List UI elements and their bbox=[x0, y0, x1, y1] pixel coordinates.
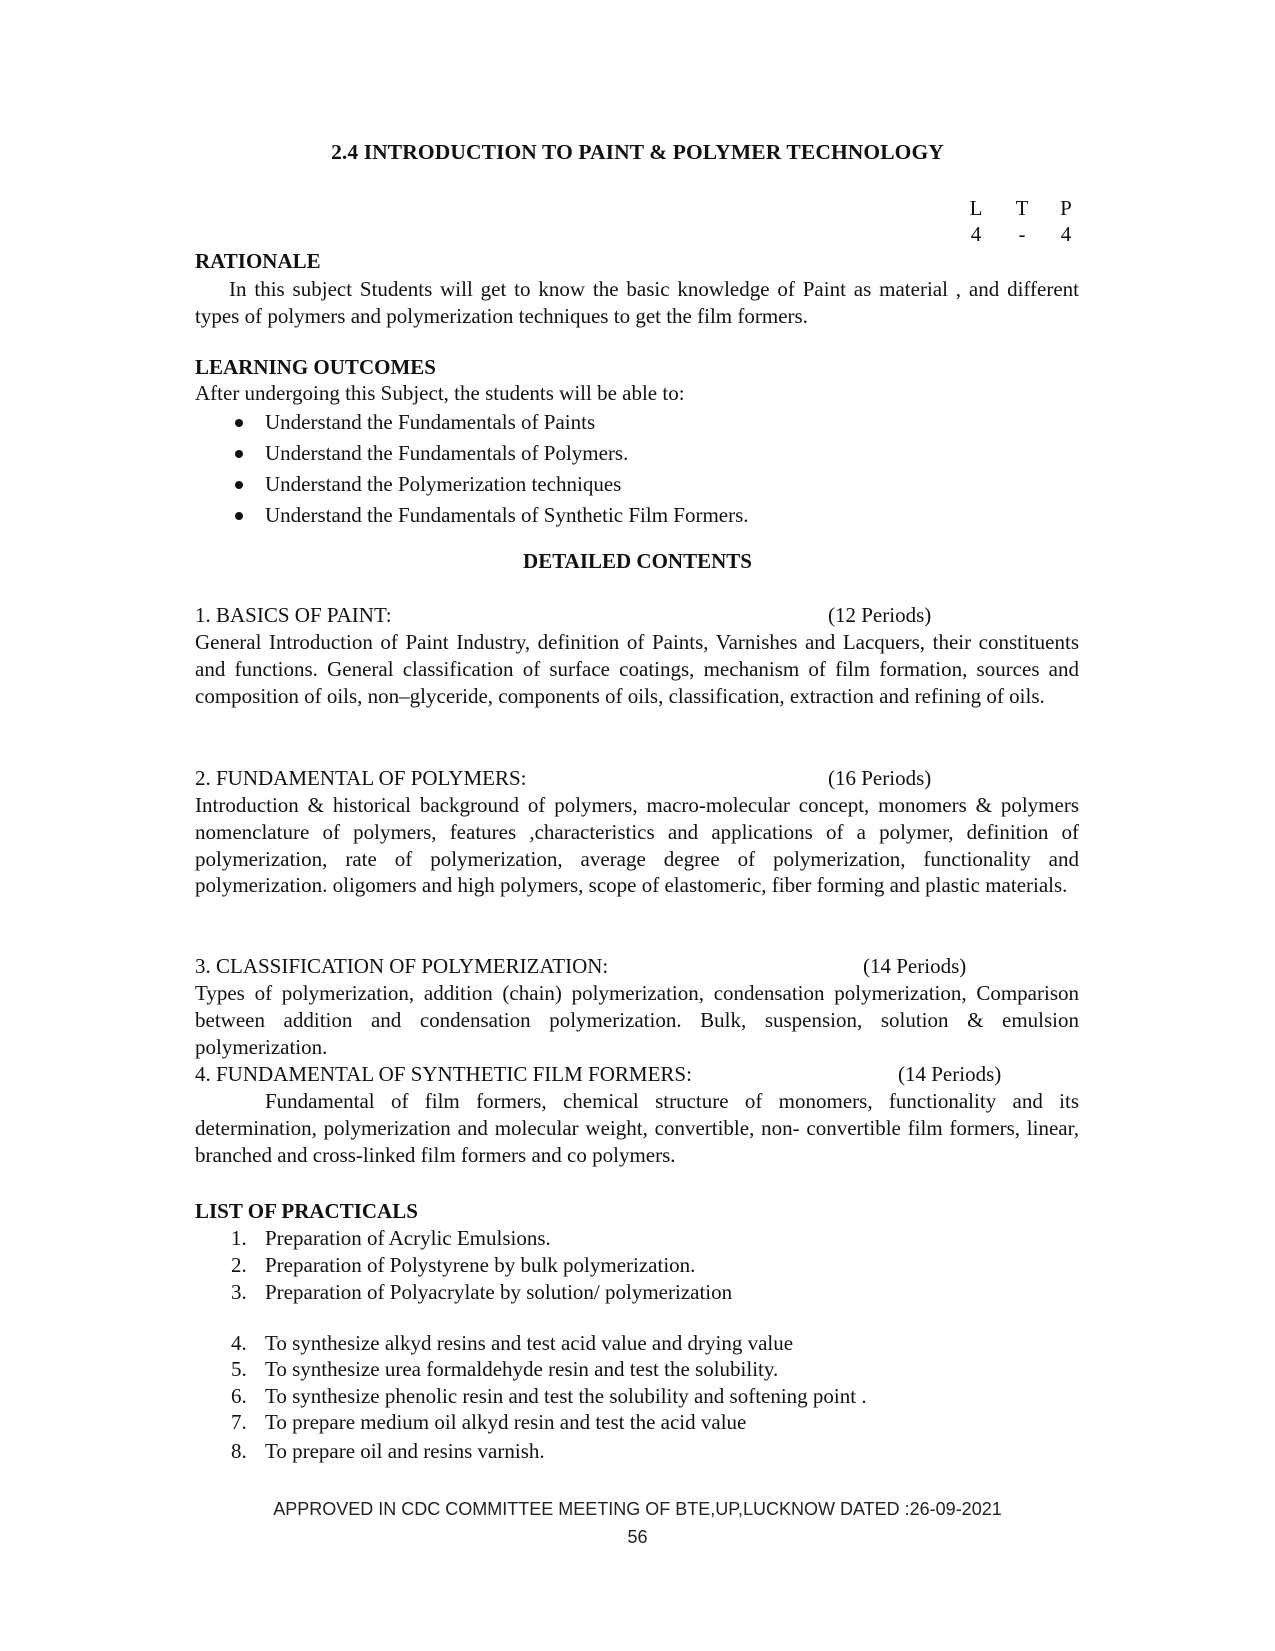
approval-footer: APPROVED IN CDC COMMITTEE MEETING OF BTE,UP,LUCKNOW DATED :26-09-2021 bbox=[273, 1499, 1002, 1519]
practicals-heading: LIST OF PRACTICALS bbox=[195, 1199, 418, 1223]
unit-2-periods: (16 Periods) bbox=[828, 766, 932, 790]
outcome-text: Understand the Fundamentals of Synthetic Film Formers. bbox=[265, 503, 749, 527]
detailed-contents-heading: DETAILED CONTENTS bbox=[523, 549, 752, 573]
ltp-header-l: L bbox=[969, 196, 983, 220]
unit-4-title: 4. FUNDAMENTAL OF SYNTHETIC FILM FORMERS: bbox=[195, 1062, 692, 1086]
unit-3-periods: (14 Periods) bbox=[863, 954, 967, 978]
practical-text: Preparation of Polystyrene by bulk polymerization. bbox=[265, 1253, 696, 1277]
practical-number: 4. bbox=[231, 1331, 247, 1355]
unit-1-text: General Introduction of Paint Industry, definition of Paints, Varnishes and Lacquers, their constituents and functions. General classification of surface coatings, mechanism of film formation, sources and composition of oils, non–glyceride, components of oils, classification, extraction and refining of oils. bbox=[195, 630, 1079, 708]
outcome-text: Understand the Polymerization techniques bbox=[265, 472, 622, 496]
unit-3-title: 3. CLASSIFICATION OF POLYMERIZATION: bbox=[195, 954, 609, 978]
outcome-text: Understand the Fundamentals of Paints bbox=[265, 410, 596, 434]
unit-2-title: 2. FUNDAMENTAL OF POLYMERS: bbox=[195, 766, 527, 790]
practical-number: 8. bbox=[231, 1439, 247, 1463]
unit-4-periods: (14 Periods) bbox=[898, 1062, 1002, 1086]
bullet-icon bbox=[235, 481, 243, 489]
unit-2-text: Introduction & historical background of polymers, macro-molecular concept, monomers & polymers nomenclature of polymers, features ,characteristics and applications of a polymer, definition of polymerization, rate of polymerization, average degree of polymerization, functionality and polymerization. oligomers and high polymers, scope of elastomeric, fiber forming and plastic materials. bbox=[195, 793, 1079, 898]
practical-number: 5. bbox=[231, 1357, 247, 1381]
practical-text: Preparation of Acrylic Emulsions. bbox=[265, 1226, 551, 1250]
practical-text: To prepare oil and resins varnish. bbox=[265, 1439, 545, 1463]
bullet-icon bbox=[235, 450, 243, 458]
learning-outcomes-heading: LEARNING OUTCOMES bbox=[195, 355, 436, 379]
practical-number: 1. bbox=[231, 1226, 247, 1250]
rationale-heading: RATIONALE bbox=[195, 249, 321, 273]
ltp-value-l: 4 bbox=[970, 222, 982, 246]
ltp-header-t: T bbox=[1015, 196, 1029, 220]
page-number: 56 bbox=[627, 1527, 648, 1547]
practical-number: 2. bbox=[231, 1253, 247, 1277]
unit-4-text: Fundamental of film formers, chemical structure of monomers, functionality and its determination, polymerization and molecular weight, convertible, non- convertible film formers, linear, branched and cross-linked film formers and co polymers. bbox=[195, 1089, 1079, 1167]
rationale-text: In this subject Students will get to know the basic knowledge of Paint as material , and different types of polymers and polymerization techniques to get the film formers. bbox=[195, 277, 1079, 328]
page-title: 2.4 INTRODUCTION TO PAINT & POLYMER TECHNOLOGY bbox=[331, 140, 944, 164]
practical-text: To synthesize urea formaldehyde resin and test the solubility. bbox=[265, 1357, 779, 1381]
bullet-icon bbox=[235, 419, 243, 427]
practical-text: Preparation of Polyacrylate by solution/ polymerization bbox=[265, 1280, 733, 1304]
unit-1-title: 1. BASICS OF PAINT: bbox=[195, 603, 392, 627]
unit-3-text: Types of polymerization, addition (chain) polymerization, condensation polymerization, Comparison between addition and condensation polymerization. Bulk, suspension, solution & emulsion polymerization. bbox=[195, 981, 1079, 1059]
outcome-text: Understand the Fundamentals of Polymers. bbox=[265, 441, 629, 465]
learning-outcomes-intro: After undergoing this Subject, the students will be able to: bbox=[195, 381, 685, 405]
practical-text: To synthesize phenolic resin and test the solubility and softening point . bbox=[265, 1384, 867, 1408]
practical-number: 6. bbox=[231, 1384, 247, 1408]
practical-number: 7. bbox=[231, 1410, 247, 1434]
practical-text: To synthesize alkyd resins and test acid value and drying value bbox=[265, 1331, 794, 1355]
ltp-header-p: P bbox=[1060, 196, 1072, 220]
practical-number: 3. bbox=[231, 1280, 247, 1304]
practical-text: To prepare medium oil alkyd resin and test the acid value bbox=[265, 1410, 747, 1434]
unit-1-periods: (12 Periods) bbox=[828, 603, 932, 627]
ltp-value-p: 4 bbox=[1060, 222, 1072, 246]
bullet-icon bbox=[235, 512, 243, 520]
ltp-value-t: - bbox=[1018, 222, 1026, 246]
